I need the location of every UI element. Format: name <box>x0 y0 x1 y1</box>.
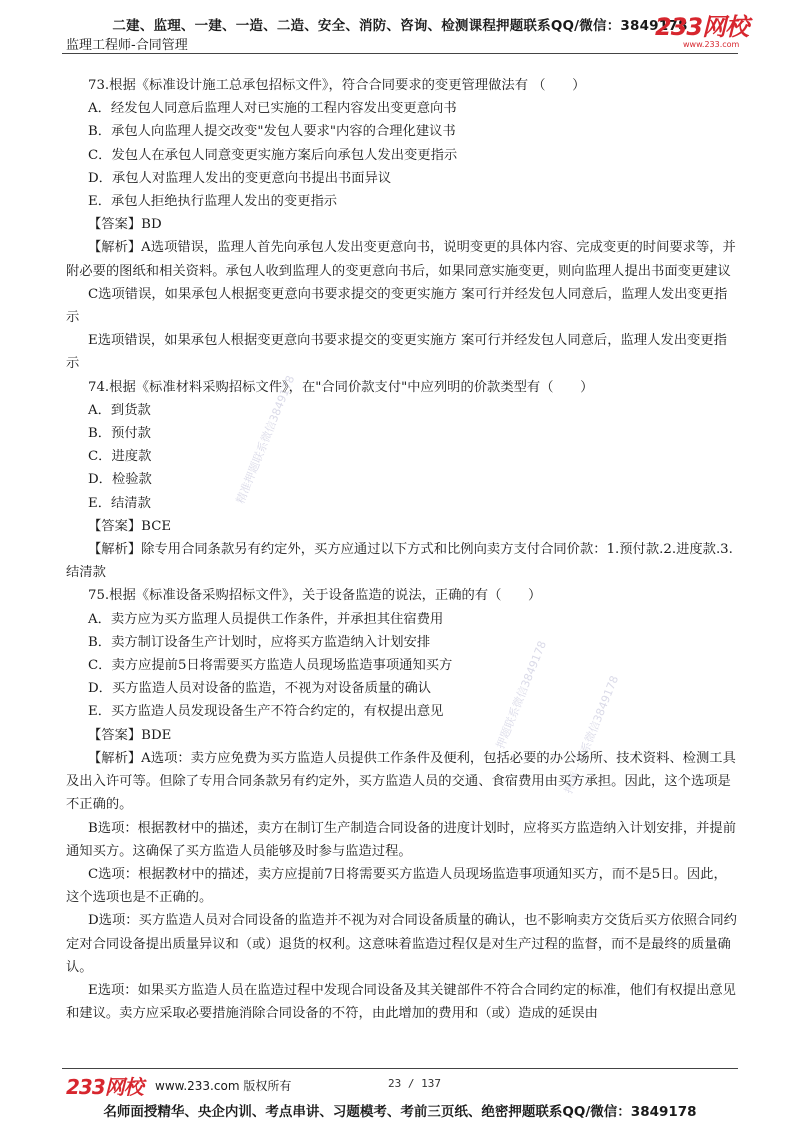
footer-promo: 名师面授精华、央企内训、考点串讲、习题模考、考前三页纸、绝密押题联系QQ/微信：3849178 <box>103 1104 697 1120</box>
analysis-paragraph: E选项：如果买方监造人员在监造过程中发现合同设备及其关键部件不符合合同约定的标准，他们有权提出意见和建议。卖方应采取必要措施消除合同设备的不符，由此增加的费用和（或）造成的延误由 <box>66 982 736 1022</box>
brand-logo-text: 233网校 <box>655 13 749 41</box>
analysis-paragraph: 【解析】A选项错误，监理人首先向承包人发出变更意向书，说明变更的具体内容、完成变更的时间要求等，并附必要的图纸和相关资料。承包人收到监理人的变更意向书后，如果同意实施变更，则向监理人提出书面变更建议 <box>66 240 736 279</box>
watermark: 精准押题联系微信3849178 <box>233 373 298 506</box>
question-block <box>66 74 738 376</box>
footer-logo: 233网校 <box>66 1075 143 1099</box>
question-stem: 73.根据《标准设计施工总承包招标文件》，符合合同要求的变更管理做法有 （ ） <box>88 78 586 93</box>
question-option: A．经发包人同意后监理人对已实施的工程内容发出变更意向书 <box>88 101 457 117</box>
question-option: D．检验款 <box>88 472 152 488</box>
question-stem: 75.根据《标准设备采购招标文件》，关于设备监造的说法，正确的有（ ） <box>88 588 542 604</box>
footer-divider <box>62 1068 738 1069</box>
watermark: 押题联系微信3849178 <box>493 639 549 751</box>
question-option: B．预付款 <box>88 426 151 442</box>
question-stem: 74.根据《标准材料采购招标文件》，在"合同价款支付"中应列明的价款类型有（ ） <box>88 379 594 395</box>
answer-line: 【答案】BCE <box>88 518 172 534</box>
brand-logo-url: www.233.com <box>683 40 740 49</box>
question-block <box>66 376 738 585</box>
question-option: D．买方监造人员对设备的监造，不视为对设备质量的确认 <box>88 681 432 697</box>
question-block <box>66 584 738 1025</box>
analysis-paragraph: 【解析】A选项：卖方应免费为买方监造人员提供工作条件及便利，包括必要的办公场所、技术资料、检测工具及出入许可等。但除了专用合同条款另有约定外，买方监造人员的交通、食宿费用由买方承担。因此，这个选项是不正确的。 <box>66 750 736 813</box>
analysis-paragraph: D选项：买方监造人员对合同设备的监造并不视为对合同设备质量的确认，也不影响卖方交货后买方依照合同约定对合同设备提出质量异议和（或）退货的权利。这意味着监造过程仅是对生产过程的监督，而不是最终的质量确认。 <box>66 913 737 975</box>
question-option: A．到货款 <box>88 402 151 418</box>
question-option: E．结清款 <box>88 495 151 511</box>
question-option: C．进度款 <box>88 449 152 465</box>
analysis-paragraph: B选项：根据教材中的描述，卖方在制订生产制造合同设备的进度计划时，应将买方监造纳入计划安排，并提前通知买方。这确保了买方监造人员能够及时参与监造过程。 <box>66 820 737 859</box>
question-option: E．买方监造人员发现设备生产不符合约定的，有权提出意见 <box>88 704 444 720</box>
question-option: C．发包人在承包人同意变更实施方案后向承包人发出变更指示 <box>88 147 458 163</box>
answer-line: 【答案】BDE <box>88 727 172 743</box>
header-promo: 二建、监理、一建、一造、二造、安全、消防、咨询、检测课程押题联系QQ/微信：3849178 <box>112 18 688 34</box>
header-divider <box>62 53 738 54</box>
question-option: B．卖方制订设备生产计划时，应将买方监造纳入计划安排 <box>88 634 431 650</box>
question-option: E．承包人拒绝执行监理人发出的变更指示 <box>88 194 338 210</box>
analysis-paragraph: C选项错误，如果承包人根据变更意向书要求提交的变更实施方 案可行并经发包人同意后，监理人发出变更指示 <box>66 286 728 326</box>
brand-logo <box>655 14 750 50</box>
analysis-paragraph: C选项：根据教材中的描述，卖方应提前7日将需要买方监造人员现场监造事项通知买方，而不是5日。因此，这个选项也是不正确的。 <box>66 866 727 906</box>
analysis-paragraph: E选项错误，如果承包人根据变更意向书要求提交的变更实施方 案可行并经发包人同意后，监理人发出变更指示 <box>66 333 727 372</box>
page-number: 23 / 137 <box>388 1077 441 1090</box>
question-option: D．承包人对监理人发出的变更意向书提出书面异议 <box>88 170 392 186</box>
answer-line: 【答案】BD <box>88 217 162 233</box>
question-content <box>66 74 738 1025</box>
document-subtitle: 监理工程师-合同管理 <box>66 38 188 53</box>
question-option: C．卖方应提前5日将需要买方监造人员现场监造事项通知买方 <box>88 658 453 674</box>
question-option: B．承包人向监理人提交改变"发包人要求"内容的合理化建议书 <box>88 124 456 140</box>
analysis-paragraph: 【解析】除专用合同条款另有约定外，买方应通过以下方式和比例向卖方支付合同价款：1.预付款.2.进度款.3.结清款 <box>66 542 733 581</box>
watermark: 押题一联系微信3849178 <box>561 673 622 796</box>
question-option: A．卖方应为买方监理人员提供工作条件，并承担其住宿费用 <box>88 611 444 627</box>
footer-copyright: www.233.com 版权所有 <box>155 1079 292 1093</box>
